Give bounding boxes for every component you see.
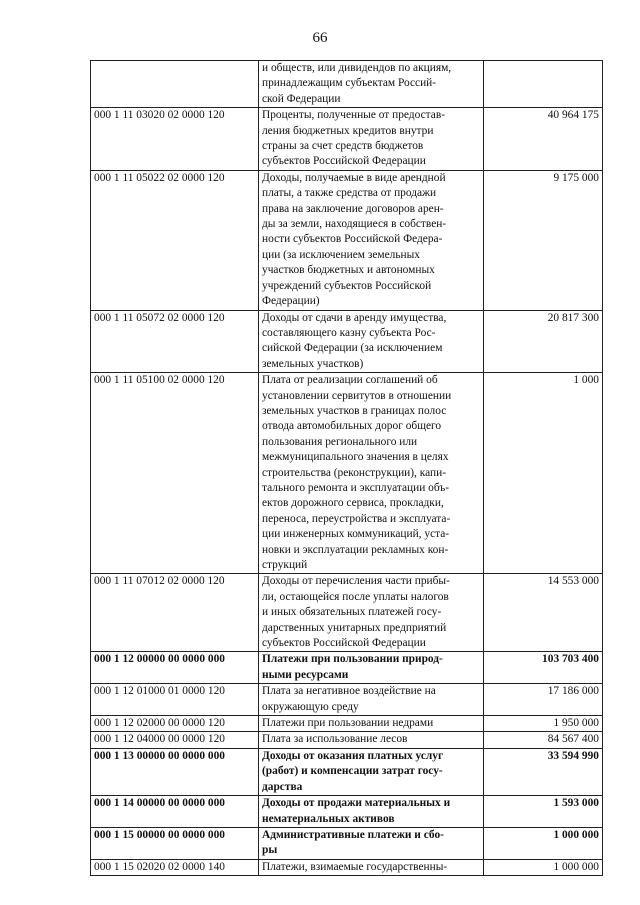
description-line: новки и эксплуатации рекламных кон- <box>262 543 449 556</box>
description-line: ления бюджетных кредитов внутри <box>262 124 434 137</box>
description-line: пользования регионального или <box>262 435 418 448</box>
description-line: субъектов Российской Федерации <box>262 155 426 168</box>
description-line: окружающую среду <box>262 700 359 713</box>
description-line: переноса, переустройства и эксплуата- <box>262 512 451 525</box>
budget-code-cell: 000 1 15 02020 02 0000 140 <box>91 859 259 875</box>
budget-code-cell: 000 1 11 05072 02 0000 120 <box>91 310 259 373</box>
description-line: отвода автомобильных дорог общего <box>262 420 442 433</box>
amount-cell: 1 950 000 <box>484 716 603 732</box>
table-row <box>91 61 603 108</box>
description-line: Плата от реализации соглашений об <box>262 374 438 387</box>
description-line: участков бюджетных и автономных <box>262 264 435 277</box>
table-row <box>91 732 603 748</box>
description-line: ской Федерации <box>262 92 341 105</box>
description-line: земельных участков в границах полос <box>262 404 447 417</box>
description-cell <box>259 574 484 652</box>
table-row <box>91 652 603 684</box>
budget-code-cell: 000 1 12 01000 01 0000 120 <box>91 684 259 716</box>
description-line: Проценты, полученные от предостав- <box>262 109 445 122</box>
description-line: составляющего казну субъекта Рос- <box>262 326 436 339</box>
amount-cell: 17 186 000 <box>484 684 603 716</box>
budget-code-cell: 000 1 12 00000 00 0000 000 <box>91 652 259 684</box>
description-line: дарственных унитарных предприятий <box>262 621 447 634</box>
description-line: права на заключение договоров арен- <box>262 202 444 215</box>
amount-cell: 84 567 400 <box>484 732 603 748</box>
budget-code-cell: 000 1 15 00000 00 0000 000 <box>91 827 259 859</box>
description-cell <box>259 796 484 828</box>
description-cell <box>259 827 484 859</box>
description-line: Платежи при пользовании недрами <box>262 717 434 730</box>
description-line: Плата за негативное воздействие на <box>262 685 436 698</box>
description-line: платы, а также средства от продажи <box>262 187 437 200</box>
description-line: Доходы от оказания платных услуг <box>262 749 444 762</box>
description-line: Доходы, получаемые в виде арендной <box>262 171 446 184</box>
description-line: ции (за исключением земельных <box>262 248 421 261</box>
amount-cell: 9 175 000 <box>484 170 603 310</box>
description-line: Административные платежи и сбо- <box>262 828 444 841</box>
amount-cell: 103 703 400 <box>484 652 603 684</box>
description-line: нематериальных активов <box>262 812 395 825</box>
budget-code-cell: 000 1 11 07012 02 0000 120 <box>91 574 259 652</box>
description-cell <box>259 748 484 795</box>
budget-code-cell <box>91 61 259 108</box>
description-line: межмуниципального значения в целях <box>262 451 449 464</box>
description-cell <box>259 684 484 716</box>
description-line: ли, остающейся после уплаты налогов <box>262 590 449 603</box>
description-line: ры <box>262 844 278 857</box>
description-cell <box>259 652 484 684</box>
description-line: ности субъектов Российской Федера- <box>262 233 443 246</box>
description-line: Доходы от сдачи в аренду имущества, <box>262 311 447 324</box>
amount-cell: 1 000 000 <box>484 859 603 875</box>
amount-cell: 1 000 <box>484 373 603 574</box>
amount-cell: 20 817 300 <box>484 310 603 373</box>
description-line: тального ремонта и эксплуатации объ- <box>262 481 450 494</box>
table-row <box>91 827 603 859</box>
description-line: струкций <box>262 559 308 571</box>
budget-code-cell: 000 1 11 05022 02 0000 120 <box>91 170 259 310</box>
description-line: (работ) и компенсации затрат госу- <box>262 765 443 778</box>
description-line: строительства (реконструкции), капи- <box>262 466 447 479</box>
description-cell <box>259 310 484 373</box>
table-row <box>91 748 603 795</box>
description-line: и обществ, или дивидендов по акциям, <box>262 62 452 74</box>
budget-revenue-table <box>90 60 603 876</box>
description-cell <box>259 732 484 748</box>
description-cell <box>259 61 484 108</box>
description-line: сийской Федерации (за исключением <box>262 342 443 355</box>
budget-code-cell: 000 1 13 00000 00 0000 000 <box>91 748 259 795</box>
table-row <box>91 373 603 574</box>
amount-cell: 1 000 000 <box>484 827 603 859</box>
table-row <box>91 684 603 716</box>
description-line: субъектов Российской Федерации <box>262 637 426 650</box>
table-row <box>91 859 603 875</box>
description-line: Федерации) <box>262 295 320 308</box>
description-line: ды за земли, находящиеся в собствен- <box>262 218 447 231</box>
description-line: ными ресурсами <box>262 668 349 681</box>
description-line: Платежи, взимаемые государственны- <box>262 860 448 873</box>
description-cell <box>259 859 484 875</box>
description-line: дарства <box>262 780 303 793</box>
description-line: принадлежащим субъектам Россий- <box>262 77 437 90</box>
table-row <box>91 108 603 171</box>
budget-code-cell: 000 1 11 03020 02 0000 120 <box>91 108 259 171</box>
description-cell <box>259 373 484 574</box>
description-line: Доходы от перечисления части прибы- <box>262 575 450 588</box>
budget-code-cell: 000 1 11 05100 02 0000 120 <box>91 373 259 574</box>
table-row <box>91 574 603 652</box>
description-cell <box>259 716 484 732</box>
description-line: Платежи при пользовании природ- <box>262 653 443 666</box>
description-line: ции инженерных коммуникаций, уста- <box>262 528 450 541</box>
amount-cell: 14 553 000 <box>484 574 603 652</box>
description-line: ектов дорожного сервиса, прокладки, <box>262 497 444 510</box>
description-cell <box>259 170 484 310</box>
description-line: Доходы от продажи материальных и <box>262 797 451 810</box>
description-line: учреждений субъектов Российской <box>262 279 432 292</box>
table-row <box>91 170 603 310</box>
table-row <box>91 796 603 828</box>
amount-cell: 33 594 990 <box>484 748 603 795</box>
table-row <box>91 716 603 732</box>
description-line: установлении сервитутов в отношении <box>262 389 452 402</box>
table-body <box>91 61 603 876</box>
budget-code-cell: 000 1 12 02000 00 0000 120 <box>91 716 259 732</box>
amount-cell: 1 593 000 <box>484 796 603 828</box>
description-line: земельных участков) <box>262 357 364 370</box>
description-line: Плата за использование лесов <box>262 733 408 746</box>
description-cell <box>259 108 484 171</box>
description-line: страны за счет средств бюджетов <box>262 140 424 153</box>
page-number: 66 <box>312 30 328 46</box>
amount-cell: 40 964 175 <box>484 108 603 171</box>
budget-code-cell: 000 1 14 00000 00 0000 000 <box>91 796 259 828</box>
budget-code-cell: 000 1 12 04000 00 0000 120 <box>91 732 259 748</box>
amount-cell <box>484 61 603 108</box>
table-row <box>91 310 603 373</box>
description-line: и иных обязательных платежей госу- <box>262 606 442 619</box>
